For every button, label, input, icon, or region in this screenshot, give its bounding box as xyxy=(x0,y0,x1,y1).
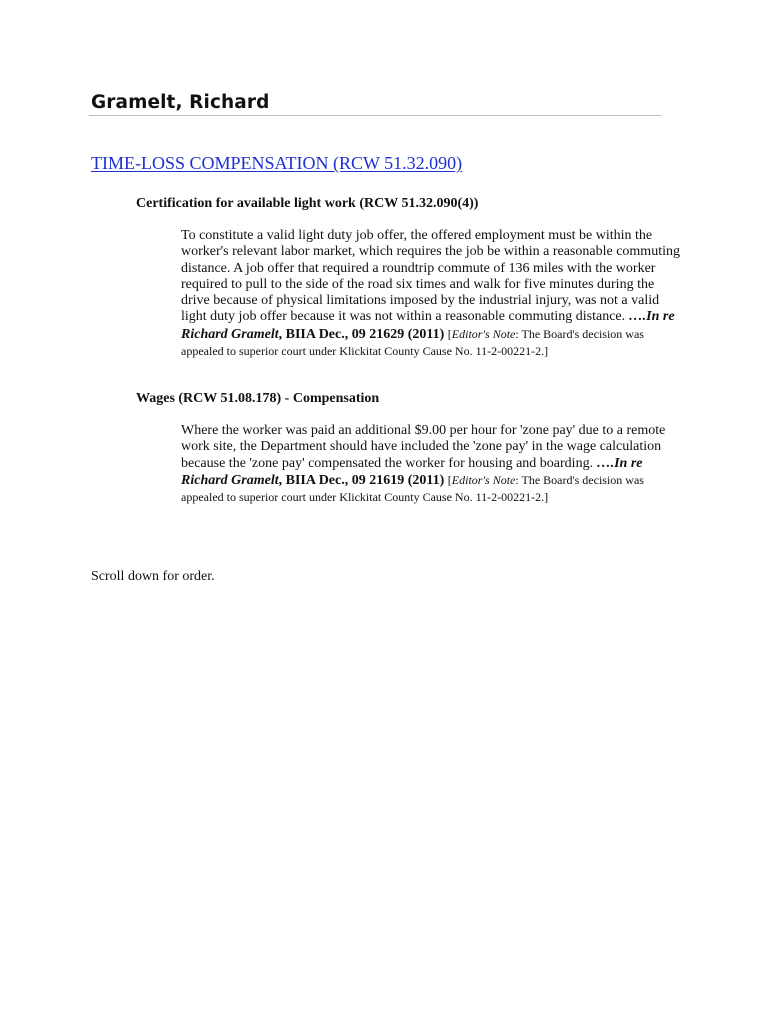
citation-line: Richard Gramelt, BIIA Dec., 09 21629 (2011) [Editor's Note: The Board's decision was xyxy=(181,326,644,342)
paragraph-line-text: light duty job offer because it was not within a reasonable commuting distance. xyxy=(181,309,629,325)
paragraph-line: distance. A job offer that required a roundtrip commute of 136 miles with the worker xyxy=(181,260,656,276)
case-title: Gramelt, Richard xyxy=(91,92,270,113)
editors-note-label: Editor's Note xyxy=(451,326,516,341)
section-paragraph xyxy=(181,228,681,359)
paragraph-line: Where the worker was paid an additional $9.00 per hour for 'zone pay' due to a remote xyxy=(181,423,666,438)
citation-in-re: ….In re xyxy=(596,455,643,471)
citation-decision: , BIIA Dec., 09 21629 (2011) xyxy=(278,326,445,342)
paragraph-line: worker's relevant labor market, which requires the job be within a reasonable commuting xyxy=(181,244,680,260)
scroll-instruction: Scroll down for order. xyxy=(91,569,215,584)
paragraph-line: To constitute a valid light duty job offer, the offered employment must be within the xyxy=(181,228,653,243)
editors-note-text: : The Board's decision was xyxy=(515,472,644,487)
citation-case-name: Richard Gramelt xyxy=(181,326,279,342)
paragraph-line: work site, the Department should have included the 'zone pay' in the wage calculation xyxy=(181,439,662,455)
paragraph-line: drive because of physical limitations imposed by the industrial injury, was not a valid xyxy=(181,293,660,309)
section-subheading: Certification for available light work (RCW 51.32.090(4)) xyxy=(136,196,479,211)
paragraph-line-text: because the 'zone pay' compensated the worker for housing and boarding. xyxy=(181,455,597,471)
editors-note-continuation: appealed to superior court under Klickitat County Cause No. 11-2-00221-2.] xyxy=(181,344,549,359)
paragraph-line: required to pull to the side of the road six times and walk for five minutes during the xyxy=(181,276,655,292)
editors-note-continuation: appealed to superior court under Klickitat County Cause No. 11-2-00221-2.] xyxy=(181,490,549,505)
paragraph-line-with-citation xyxy=(181,456,681,472)
topic-heading-link[interactable]: TIME-LOSS COMPENSATION (RCW 51.32.090) xyxy=(91,153,463,173)
editors-note-label: Editor's Note xyxy=(451,472,516,487)
citation-line: Richard Gramelt, BIIA Dec., 09 21619 (2011) [Editor's Note: The Board's decision was xyxy=(181,472,644,488)
section-paragraph xyxy=(181,423,681,505)
citation-case-name: Richard Gramelt xyxy=(181,472,279,488)
citation-decision: , BIIA Dec., 09 21619 (2011) xyxy=(278,472,445,488)
section-subheading: Wages (RCW 51.08.178) - Compensation xyxy=(136,391,380,406)
title-divider xyxy=(89,115,662,116)
editors-note-text: : The Board's decision was xyxy=(515,326,644,341)
paragraph-line-with-citation xyxy=(181,309,681,325)
citation-in-re: ….In re xyxy=(628,309,675,325)
